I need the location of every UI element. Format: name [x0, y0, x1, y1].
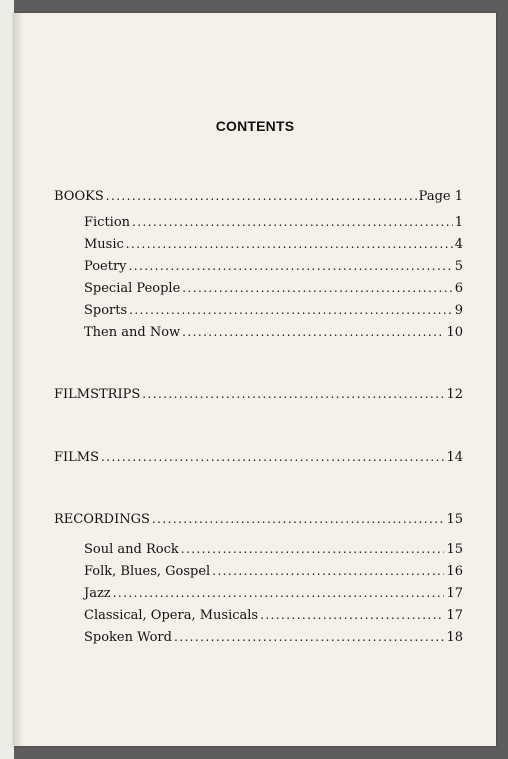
- toc-page-number: 1: [454, 215, 463, 230]
- dot-leader: [174, 629, 444, 646]
- toc-section-recordings: [54, 511, 463, 528]
- dot-leader: [212, 563, 444, 580]
- adjacent-page-edge: [0, 0, 14, 759]
- toc-item-soul-and-rock: [84, 541, 463, 558]
- toc-section-filmstrips: [54, 386, 463, 403]
- toc-page-number: 4: [454, 237, 463, 252]
- toc-page-number: 6: [454, 281, 463, 296]
- toc-item-title: Then and Now: [84, 325, 181, 340]
- toc-page-number: 10: [446, 325, 463, 340]
- toc-page-number: 15: [446, 512, 463, 527]
- toc-item-then-and-now: [84, 324, 463, 341]
- dot-leader: [126, 236, 453, 253]
- toc-section-title: RECORDINGS: [54, 512, 150, 527]
- toc-page-number: 17: [446, 608, 463, 623]
- dot-leader: [129, 302, 453, 319]
- dot-leader: [101, 449, 444, 466]
- contents-heading: CONTENTS: [215, 118, 295, 134]
- toc-item-title: Sports: [84, 303, 128, 318]
- dot-leader: [106, 188, 417, 205]
- dot-leader: [113, 585, 445, 602]
- dot-leader: [152, 511, 445, 528]
- toc-section-books: [54, 188, 463, 205]
- toc-page-number: 14: [446, 450, 463, 465]
- dot-leader: [142, 386, 444, 403]
- toc-item-spoken-word: [84, 629, 463, 646]
- toc-item-title: Fiction: [84, 215, 131, 230]
- toc-page-number: 9: [454, 303, 463, 318]
- toc-item-title: Spoken Word: [84, 630, 172, 645]
- toc-item-title: Soul and Rock: [84, 542, 179, 557]
- toc-section-films: [54, 449, 463, 466]
- toc-item-poetry: [84, 258, 463, 275]
- toc-item-title: Classical, Opera, Musicals: [84, 608, 259, 623]
- toc-item-folk-blues-gospel: [84, 563, 463, 580]
- toc-item-special-people: [84, 280, 463, 297]
- toc-section-title: FILMSTRIPS: [54, 387, 141, 402]
- toc-page-number: 17: [446, 586, 463, 601]
- dot-leader: [132, 214, 453, 231]
- dot-leader: [181, 541, 445, 558]
- toc-item-classical-opera-musicals: [84, 607, 463, 624]
- toc-item-fiction: [84, 214, 463, 231]
- dot-leader: [260, 607, 444, 624]
- toc-page-number: 18: [446, 630, 463, 645]
- toc-item-title: Folk, Blues, Gospel: [84, 564, 211, 579]
- dot-leader: [129, 258, 453, 275]
- toc-section-title: FILMS: [54, 450, 100, 465]
- toc-item-title: Poetry: [84, 259, 127, 274]
- document-page: [14, 13, 496, 746]
- toc-page-number: 5: [454, 259, 463, 274]
- dot-leader: [182, 324, 444, 341]
- toc-section-title: BOOKS: [54, 189, 104, 204]
- toc-item-sports: [84, 302, 463, 319]
- toc-item-title: Special People: [84, 281, 181, 296]
- toc-item-title: Music: [84, 237, 124, 252]
- toc-page-number: 15: [446, 542, 463, 557]
- toc-item-title: Jazz: [84, 586, 111, 601]
- toc-page-number: Page 1: [418, 189, 463, 204]
- toc-item-music: [84, 236, 463, 253]
- toc-item-jazz: [84, 585, 463, 602]
- toc-page-number: 16: [446, 564, 463, 579]
- dot-leader: [182, 280, 452, 297]
- toc-page-number: 12: [446, 387, 463, 402]
